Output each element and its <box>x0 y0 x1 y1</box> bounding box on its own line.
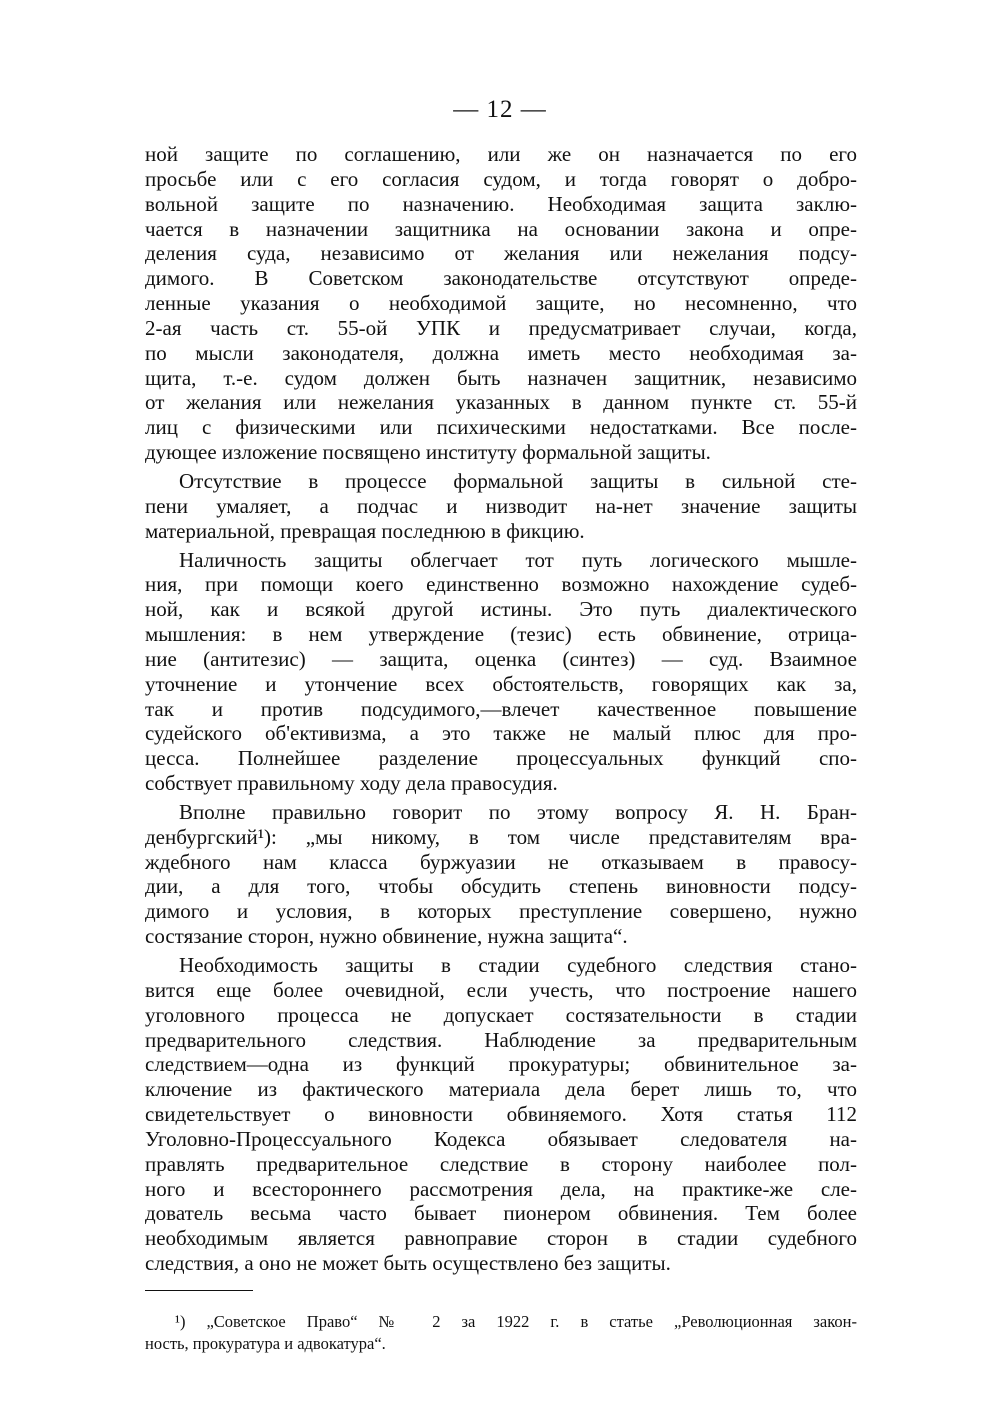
text-line: ного и всестороннего рассмотрения дела, на практике-же сле- <box>145 1176 857 1201</box>
text-line: Наличность защиты облегчает тот путь логического мышле- <box>179 547 857 572</box>
text-line: мышления: в нем утверждение (тезис) есть обвинение, отрица- <box>145 622 857 647</box>
footnote-separator <box>145 1290 253 1291</box>
text-line: денбургский¹): „мы никому, в том числе представителям вра- <box>145 824 857 849</box>
text-line: материальной, превращая последнюю в фикцию. <box>145 518 585 543</box>
footnote <box>145 1311 857 1355</box>
text-line: ной, как и всякой другой истины. Это путь диалектического <box>145 597 857 622</box>
text-line: лиц с физическими или психическими недостатками. Все после- <box>145 415 857 440</box>
text-line: следствия, а оно не может быть осуществлено без защиты. <box>145 1251 671 1276</box>
text-line: свидетельствует о виновности обвиняемого. Хотя статья 112 <box>145 1102 857 1127</box>
text-line: вится еще более очевидной, если учесть, что построение нашего <box>145 977 857 1002</box>
text-line: дии, а для того, чтобы обсудить степень виновности подсу- <box>145 874 857 899</box>
footnote-line: ¹) „Советское Право“ № 2 за 1922 г. в статье „Революционная закон- <box>175 1312 857 1331</box>
text-line: ключение из фактического материала дела берет лишь то, что <box>145 1077 857 1102</box>
paragraph-1 <box>145 142 857 465</box>
body-text <box>145 142 857 1276</box>
text-line: уголовного процесса не допускает состязательности в стадии <box>145 1002 857 1027</box>
text-line: необходимым является равноправие сторон в стадии судебного <box>145 1226 857 1251</box>
text-line: состязание сторон, нужно обвинение, нужна защита“. <box>145 924 628 949</box>
paragraph-4 <box>145 800 857 949</box>
text-line: следствием—одна из функций прокуратуры; обвинительное за- <box>145 1052 857 1077</box>
text-line: уточнение и утончение всех обстоятельств, говорящих как за, <box>145 671 857 696</box>
text-line: Необходимость защиты в стадии судебного следствия стано- <box>179 953 857 977</box>
paragraph-3 <box>145 548 857 796</box>
text-line: дующее изложение посвящено институту формальной защиты. <box>145 440 711 465</box>
text-line: судейского об'ективизма, а это также не малый плюс для про- <box>145 721 857 746</box>
text-line: предварительного следствия. Наблюдение за предварительным <box>145 1027 857 1052</box>
text-line: Отсутствие в процессе формальной защиты в сильной сте- <box>179 468 857 493</box>
text-line: просьбе или с его согласия судом, и тогда говорят о добро- <box>145 166 857 191</box>
text-line: правлять предварительное следствие в сторону наиболее пол- <box>145 1151 857 1176</box>
text-line: пени умаляет, а подчас и низводит на-нет значение защиты <box>145 493 857 518</box>
text-line: от желания или нежелания указанных в данном пункте ст. 55-й <box>145 390 857 415</box>
text-line: ждебного нам класса буржуазии не отказываем в правосу- <box>145 849 857 874</box>
footnote-line: ность, прокуратура и адвокатура“. <box>145 1334 386 1353</box>
page-number: — 12 — <box>453 96 547 123</box>
text-line: ние (антитезис) — защита, оценка (синтез) — суд. Взаимное <box>145 646 857 671</box>
text-line: ленные указания о необходимой защите, но несомненно, что <box>145 291 857 316</box>
paragraph-5 <box>145 953 857 1276</box>
text-line: Вполне правильно говорит по этому вопросу Я. Н. Бран- <box>179 799 857 824</box>
text-line: ной защите по соглашению, или же он назначается по его <box>145 142 857 166</box>
text-line: димого и условия, в которых преступление совершено, нужно <box>145 899 857 924</box>
text-line: чается в назначении защитника на основании закона и опре- <box>145 216 857 241</box>
text-line: так и против подсудимого,—влечет качественное повышение <box>145 696 857 721</box>
text-line: цесса. Полнейшее разделение процессуальных функций спо- <box>145 746 857 771</box>
text-line: щита, т.-е. судом должен быть назначен защитник, независимо <box>145 365 857 390</box>
text-line: Уголовно-Процессуального Кодекса обязывает следователя на- <box>145 1126 857 1151</box>
text-line: собствует правильному ходу дела правосудия. <box>145 771 558 796</box>
text-line: по мысли законодателя, должна иметь место необходимая за- <box>145 340 857 365</box>
text-line: деления суда, независимо от желания или нежелания подсу- <box>145 241 857 266</box>
paragraph-2 <box>145 469 857 544</box>
text-line: дователь весьма часто бывает пионером обвинения. Тем более <box>145 1201 857 1226</box>
text-line: ния, при помощи коего единственно возможно нахождение судеб- <box>145 572 857 597</box>
text-line: димого. В Советском законодательстве отсутствуют опреде- <box>145 266 857 291</box>
text-line: вольной защите по назначению. Необходимая защита заклю- <box>145 191 857 216</box>
text-line: 2-ая часть ст. 55-ой УПК и предусматривает случаи, когда, <box>145 315 857 340</box>
